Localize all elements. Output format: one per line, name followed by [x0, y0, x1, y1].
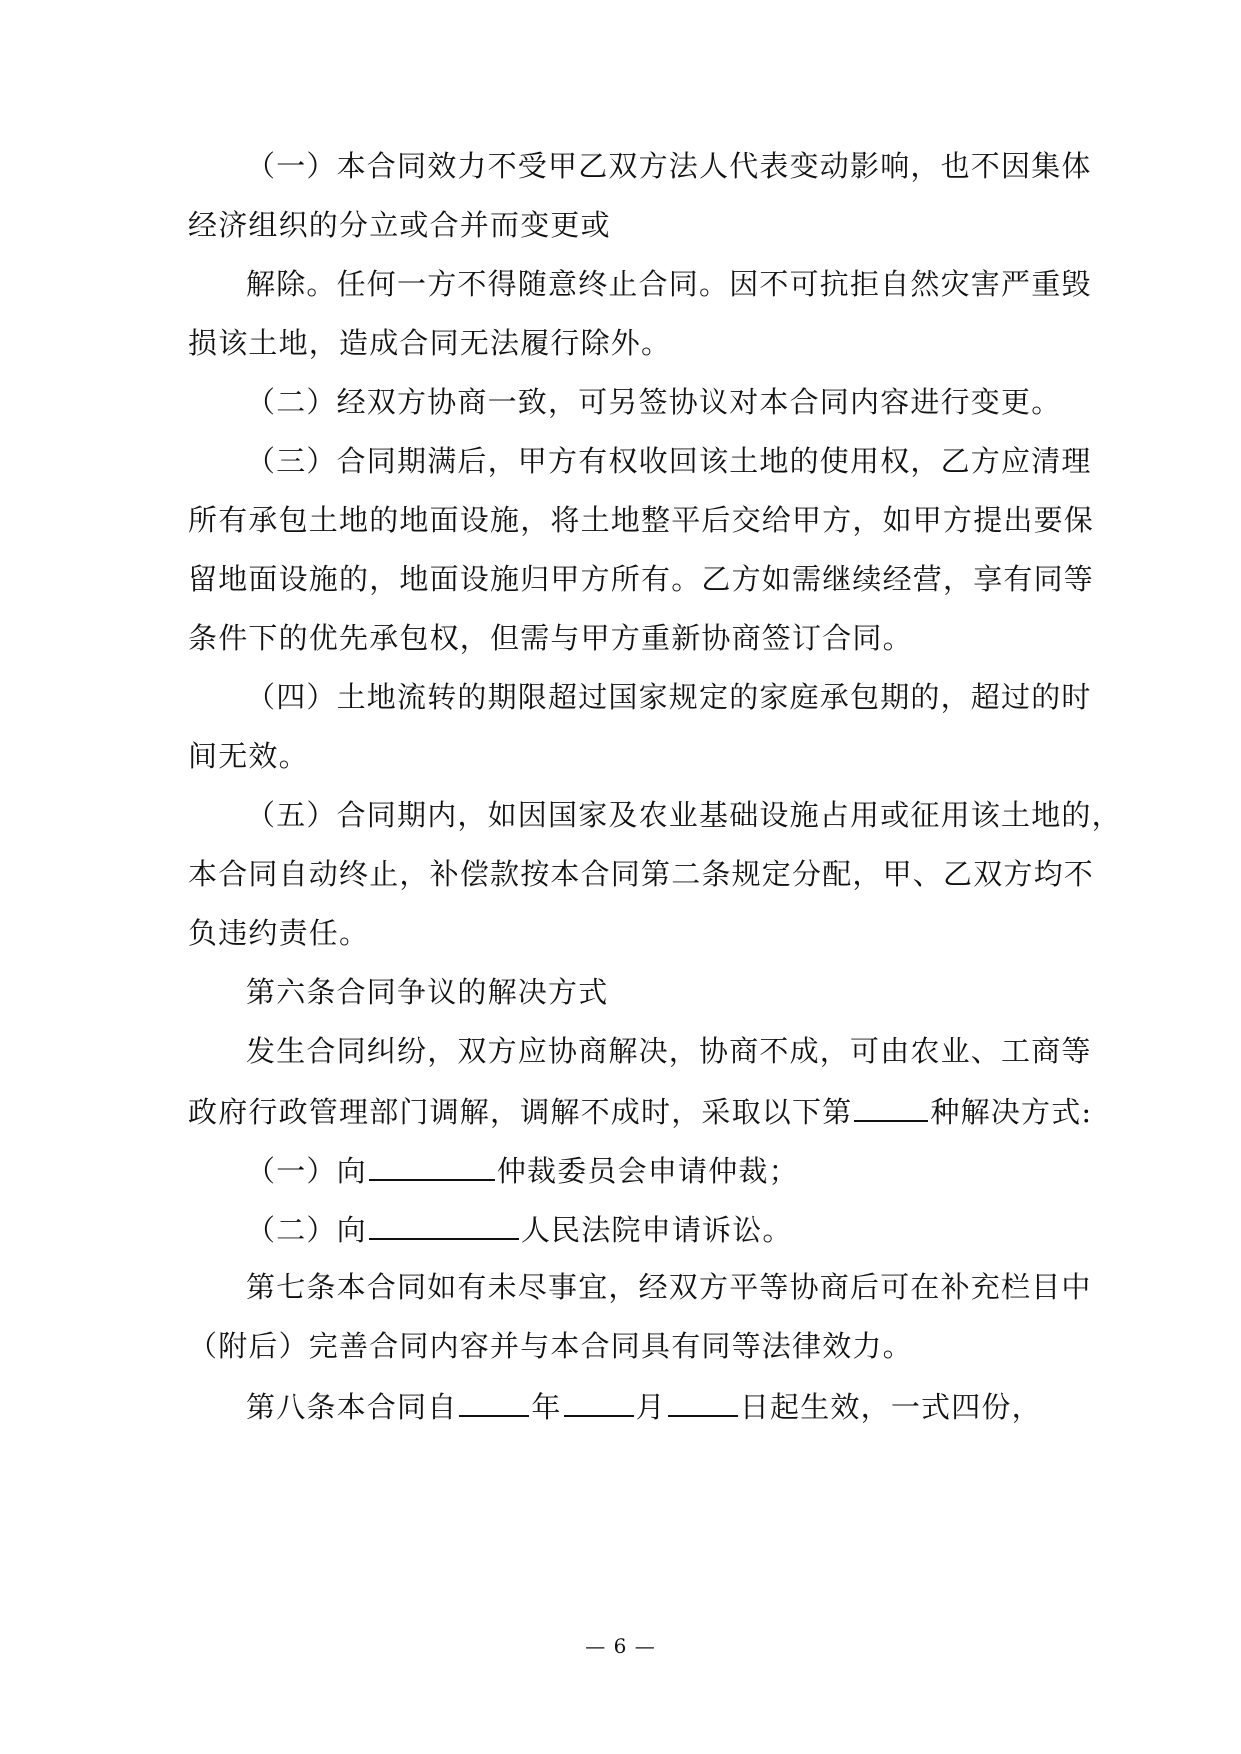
line-text: 仲裁委员会申请仲裁； — [496, 1154, 799, 1188]
page-number: — 6 — — [585, 1634, 656, 1658]
paragraph-line: 发生合同纠纷，双方应协商解决，协商不成，可由农业、工商等 — [246, 1034, 1092, 1068]
fill-in-blank — [854, 1090, 928, 1122]
fill-in-blank — [369, 1149, 495, 1181]
paragraph-line: （一）本合同效力不受甲乙双方法人代表变动影响，也不因集体 — [246, 149, 1092, 183]
fill-in-blank — [668, 1385, 738, 1417]
paragraph-line — [246, 1149, 1053, 1189]
line-text: 月 — [635, 1390, 666, 1424]
paragraph-line: （二）经双方协商一致，可另签协议对本合同内容进行变更。 — [246, 385, 1062, 419]
paragraph-line — [246, 1385, 1053, 1425]
line-text: 人民法院申请诉讼。 — [520, 1213, 793, 1247]
section-heading: 第六条合同争议的解决方式 — [246, 975, 609, 1009]
paragraph-line: （三）合同期满后，甲方有权收回该土地的使用权，乙方应清理 — [246, 444, 1092, 478]
paragraph-line: （四）土地流转的期限超过国家规定的家庭承包期的，超过的时 — [246, 680, 1092, 714]
paragraph-line: （五）合同期内，如因国家及农业基础设施占用或征用该土地的， — [246, 798, 1122, 832]
line-text: 日起生效，一式四份， — [739, 1390, 1042, 1424]
paragraph-line: （附后）完善合同内容并与本合同具有同等法律效力。 — [188, 1329, 913, 1363]
paragraph-line: 负违约责任。 — [188, 916, 370, 950]
paragraph-line: 条件下的优先承包权，但需与甲方重新协商签订合同。 — [188, 621, 913, 655]
paragraph-line: 损该土地，造成合同无法履行除外。 — [188, 326, 672, 360]
line-text: （一）向 — [246, 1154, 367, 1188]
paragraph-line: 所有承包土地的地面设施，将土地整平后交给甲方，如甲方提出要保 — [188, 503, 1095, 537]
line-text: 年 — [531, 1390, 562, 1424]
fill-in-blank — [369, 1208, 519, 1240]
paragraph-line: 经济组织的分立或合并而变更或 — [188, 208, 611, 242]
line-text: 政府行政管理部门调解，调解不成时，采取以下第 — [188, 1095, 853, 1129]
line-text: （二）向 — [246, 1213, 367, 1247]
paragraph-line: 本合同自动终止，补偿款按本合同第二条规定分配，甲、乙双方均不 — [188, 857, 1095, 891]
paragraph-line — [246, 1208, 1053, 1248]
paragraph-line: 间无效。 — [188, 739, 309, 773]
fill-in-blank — [564, 1385, 634, 1417]
line-text: 种解决方式: — [930, 1095, 1093, 1129]
paragraph-line: 第七条本合同如有未尽事宜，经双方平等协商后可在补充栏目中 — [246, 1270, 1092, 1304]
line-text: 第八条本合同自 — [246, 1390, 458, 1424]
paragraph-line: 解除。任何一方不得随意终止合同。因不可抗拒自然灾害严重毁 — [246, 267, 1092, 301]
paragraph-line: 留地面设施的，地面设施归甲方所有。乙方如需继续经营，享有同等 — [188, 562, 1095, 596]
paragraph-line — [188, 1090, 1093, 1130]
fill-in-blank — [459, 1385, 529, 1417]
